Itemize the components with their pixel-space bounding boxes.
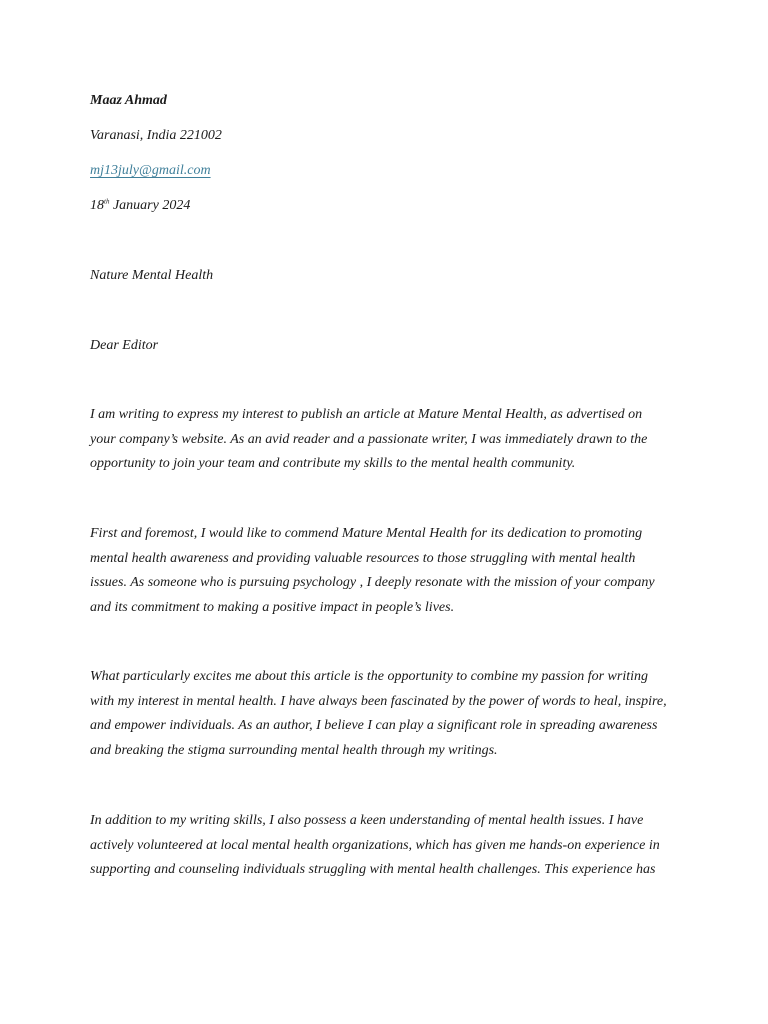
paragraph-line: opportunity to join your team and contribute my skills to the mental health community. — [90, 456, 576, 472]
paragraph-line: issues. As someone who is pursuing psychology , I deeply resonate with the mission of your company — [90, 575, 655, 591]
sender-name: Maaz Ahmad — [90, 93, 167, 108]
paragraph-line: In addition to my writing skills, I also possess a keen understanding of mental health issues. I have — [90, 813, 644, 828]
sender-address: Varanasi, India 221002 — [90, 128, 222, 143]
date-suffix: th — [104, 197, 110, 206]
date-month-year: January 2024 — [109, 198, 191, 213]
paragraph-line: actively volunteered at local mental health organizations, which has given me hands-on experience in — [90, 837, 660, 853]
paragraph-4 — [90, 809, 690, 883]
salutation: Dear Editor — [90, 338, 159, 353]
paragraph-line: What particularly excites me about this article is the opportunity to combine my passion for writing — [90, 669, 648, 684]
letter-date — [90, 197, 190, 215]
paragraph-line: First and foremost, I would like to commend Mature Mental Health for its dedication to promoting — [90, 526, 643, 541]
sender-email-link[interactable]: mj13july@gmail.com — [90, 163, 211, 178]
paragraph-line: and empower individuals. As an author, I believe I can play a significant role in spreading awareness — [90, 718, 658, 734]
paragraph-line: your company’s website. As an avid reader and a passionate writer, I was immediately drawn to the — [90, 431, 648, 447]
paragraph-line: with my interest in mental health. I have always been fascinated by the power of words to heal, inspire, — [90, 693, 667, 709]
paragraph-line: mental health awareness and providing valuable resources to those struggling with mental health — [90, 550, 636, 566]
paragraph-1 — [90, 403, 690, 477]
paragraph-line: and its commitment to making a positive impact in people’s lives. — [90, 600, 455, 616]
paragraph-2 — [90, 522, 690, 621]
paragraph-line: and breaking the stigma surrounding mental health through my writings. — [90, 743, 498, 759]
paragraph-3 — [90, 665, 690, 764]
date-day: 18 — [90, 198, 104, 213]
recipient-name: Nature Mental Health — [90, 268, 214, 283]
paragraph-line: supporting and counseling individuals struggling with mental health challenges. This experience has — [90, 862, 656, 878]
paragraph-line: I am writing to express my interest to publish an article at Mature Mental Health, as advertised on — [90, 407, 643, 422]
